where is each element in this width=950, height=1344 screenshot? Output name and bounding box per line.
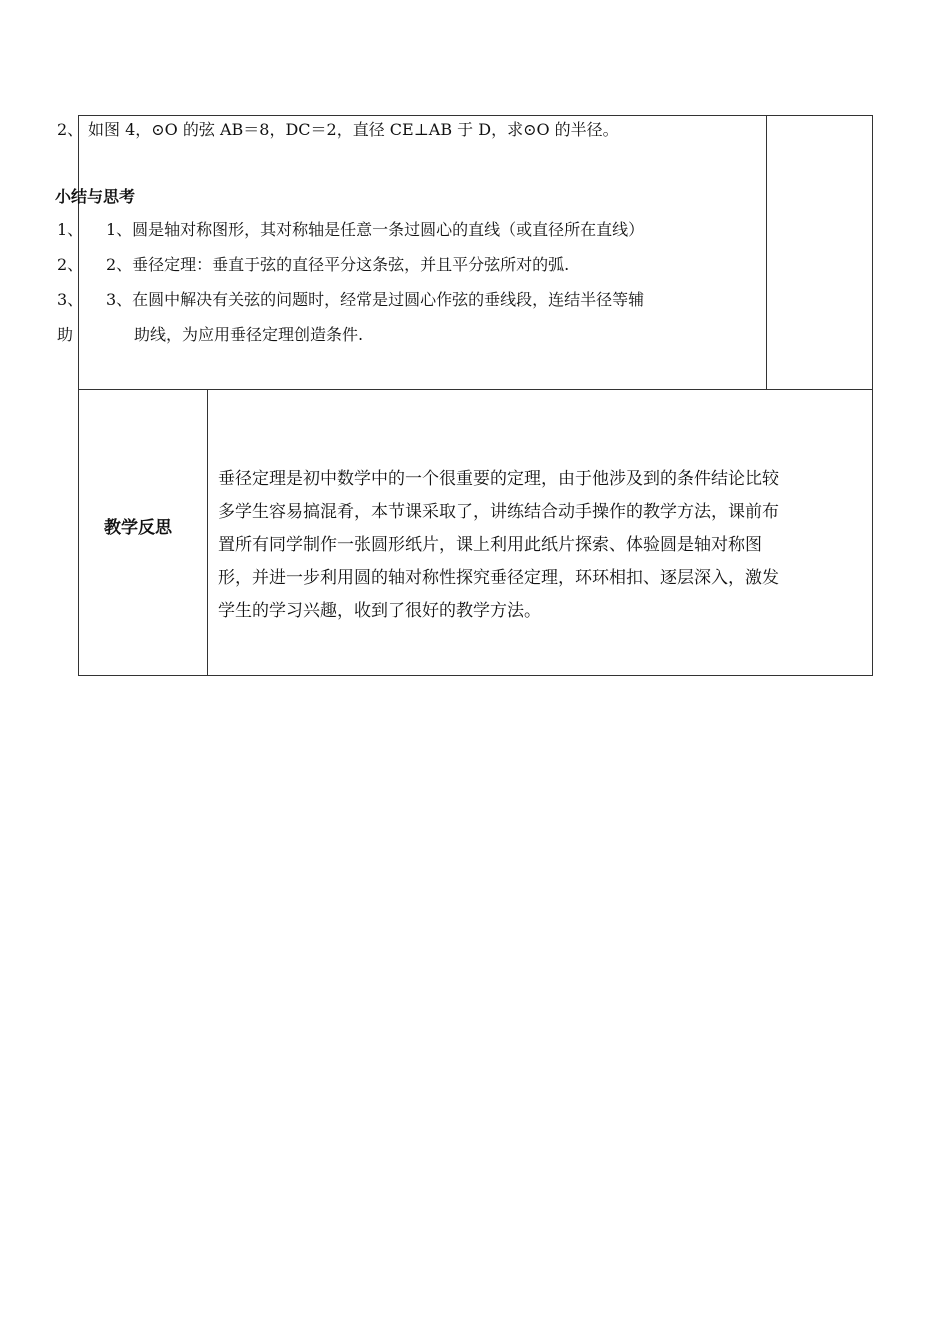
row-divider (78, 389, 873, 390)
reflection-line: 垂径定理是初中数学中的一个很重要的定理，由于他涉及到的条件结论比较 (218, 469, 779, 489)
summary-item-text: 2、垂径定理：垂直于弦的直径平分这条弦，并且平分弦所对的弧. (106, 255, 570, 274)
reflection-text (218, 463, 868, 628)
reflection-label: 教学反思 (104, 518, 172, 538)
table-top-border (78, 115, 873, 116)
reflection-line: 学生的学习兴趣，收到了很好的教学方法。 (218, 601, 541, 621)
summary-item-text: 3、在圆中解决有关弦的问题时，经常是过圆心作弦的垂线段，连结半径等辅 (106, 290, 645, 309)
reflection-line: 置所有同学制作一张圆形纸片，课上利用此纸片探索、体验圆是轴对称图 (218, 535, 762, 555)
summary-continuation: 助线，为应用垂径定理创造条件. (134, 325, 364, 344)
summary-item-outer-number: 1、 (57, 220, 84, 239)
summary-item-outer-number: 3、 (57, 290, 84, 309)
table-right-border (872, 115, 873, 676)
exercise-number: 2、 (57, 120, 84, 139)
table-bottom-border (78, 675, 873, 676)
summary-item-text: 1、圆是轴对称图形，其对称轴是任意一条过圆心的直线（或直径所在直线） (106, 220, 645, 239)
label-column-divider (207, 389, 208, 676)
summary-item-outer-number: 2、 (57, 255, 84, 274)
reflection-line: 形，并进一步利用圆的轴对称性探究垂径定理，环环相扣、逐层深入，激发 (218, 568, 779, 588)
exercise-text: 如图 4，⊙O 的弦 AB＝8，DC＝2，直径 CE⊥AB 于 D，求⊙O 的半径。 (88, 120, 619, 139)
summary-heading: 小结与思考 (55, 187, 136, 206)
side-column-divider (766, 115, 767, 390)
reflection-line: 多学生容易搞混肴，本节课采取了，讲练结合动手操作的教学方法，课前布 (218, 502, 779, 522)
summary-overflow-char: 助 (57, 325, 74, 344)
